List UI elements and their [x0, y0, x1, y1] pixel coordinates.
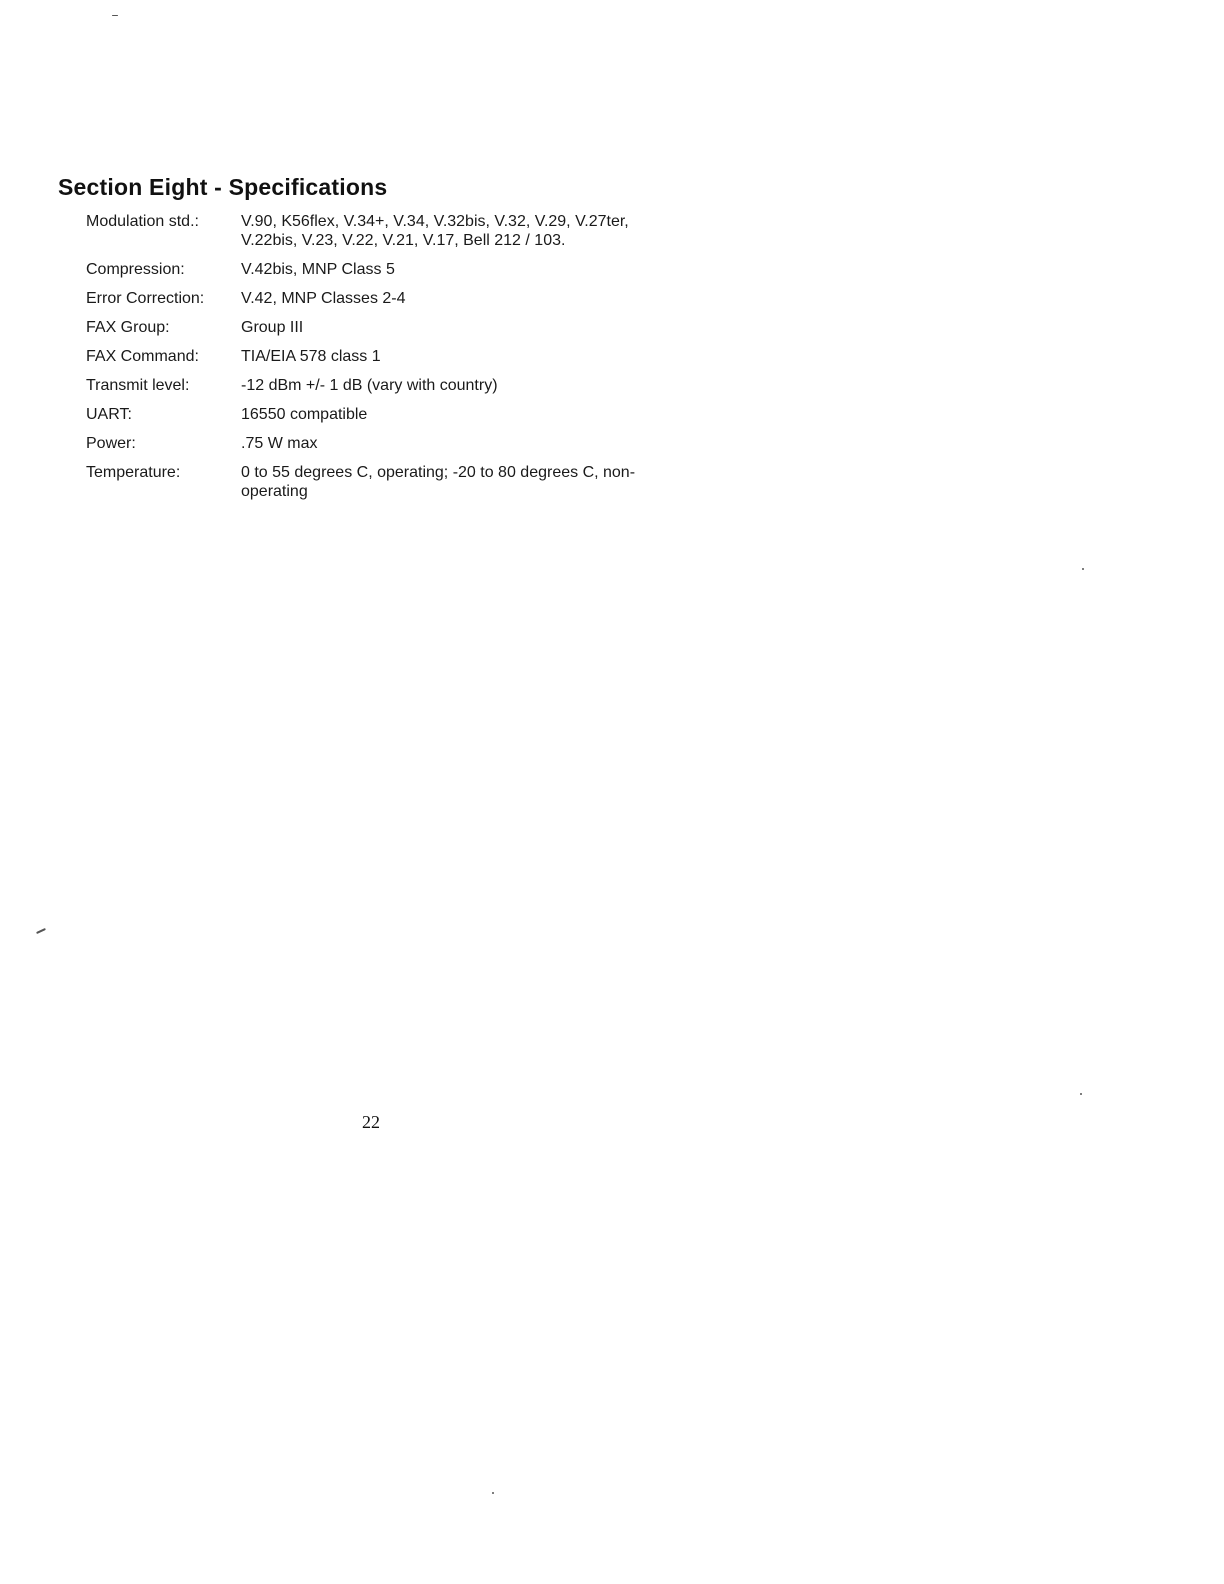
- spec-value: .75 W max: [241, 435, 318, 452]
- spec-value: V.42bis, MNP Class 5: [241, 261, 395, 278]
- spec-value: V.42, MNP Classes 2-4: [241, 290, 406, 307]
- spec-label: FAX Group:: [86, 319, 170, 336]
- spec-value: V.90, K56flex, V.34+, V.34, V.32bis, V.32, V.29, V.27ter, V.22bis, V.23, V.22, V.21, V.17, Bell 212 / 103.: [241, 213, 629, 249]
- spec-row-modulation: [86, 212, 686, 250]
- spec-label: Modulation std.:: [86, 213, 199, 230]
- scan-artifact: [492, 1492, 494, 1494]
- spec-value: 16550 compatible: [241, 406, 368, 423]
- spec-value: 0 to 55 degrees C, operating; -20 to 80 degrees C, non-operating: [241, 464, 636, 500]
- scan-artifact: [1080, 1093, 1082, 1095]
- scan-artifact: [36, 928, 46, 934]
- spec-row-fax-group: [86, 318, 686, 337]
- spec-value: TIA/EIA 578 class 1: [241, 348, 381, 365]
- spec-row-uart: [86, 405, 686, 424]
- spec-label: Power:: [86, 435, 136, 452]
- section-title: Section Eight - Specifications: [58, 174, 388, 200]
- scan-artifact: [1082, 568, 1084, 570]
- spec-row-fax-command: [86, 347, 686, 366]
- spec-row-temperature: [86, 463, 686, 501]
- spec-list: [86, 212, 686, 511]
- spec-row-power: [86, 434, 686, 453]
- spec-value: Group III: [241, 319, 304, 336]
- spec-label: Compression:: [86, 261, 185, 278]
- spec-value: -12 dBm +/- 1 dB (vary with country): [241, 377, 498, 394]
- spec-label: Temperature:: [86, 464, 181, 481]
- page-number: 22: [362, 1112, 380, 1132]
- spec-label: FAX Command:: [86, 348, 199, 365]
- spec-label: UART:: [86, 406, 132, 423]
- scan-artifact: [112, 15, 118, 16]
- spec-row-error-correction: [86, 289, 686, 308]
- spec-label: Error Correction:: [86, 290, 205, 307]
- spec-row-compression: [86, 260, 686, 279]
- spec-row-transmit-level: [86, 376, 686, 395]
- spec-label: Transmit level:: [86, 377, 190, 394]
